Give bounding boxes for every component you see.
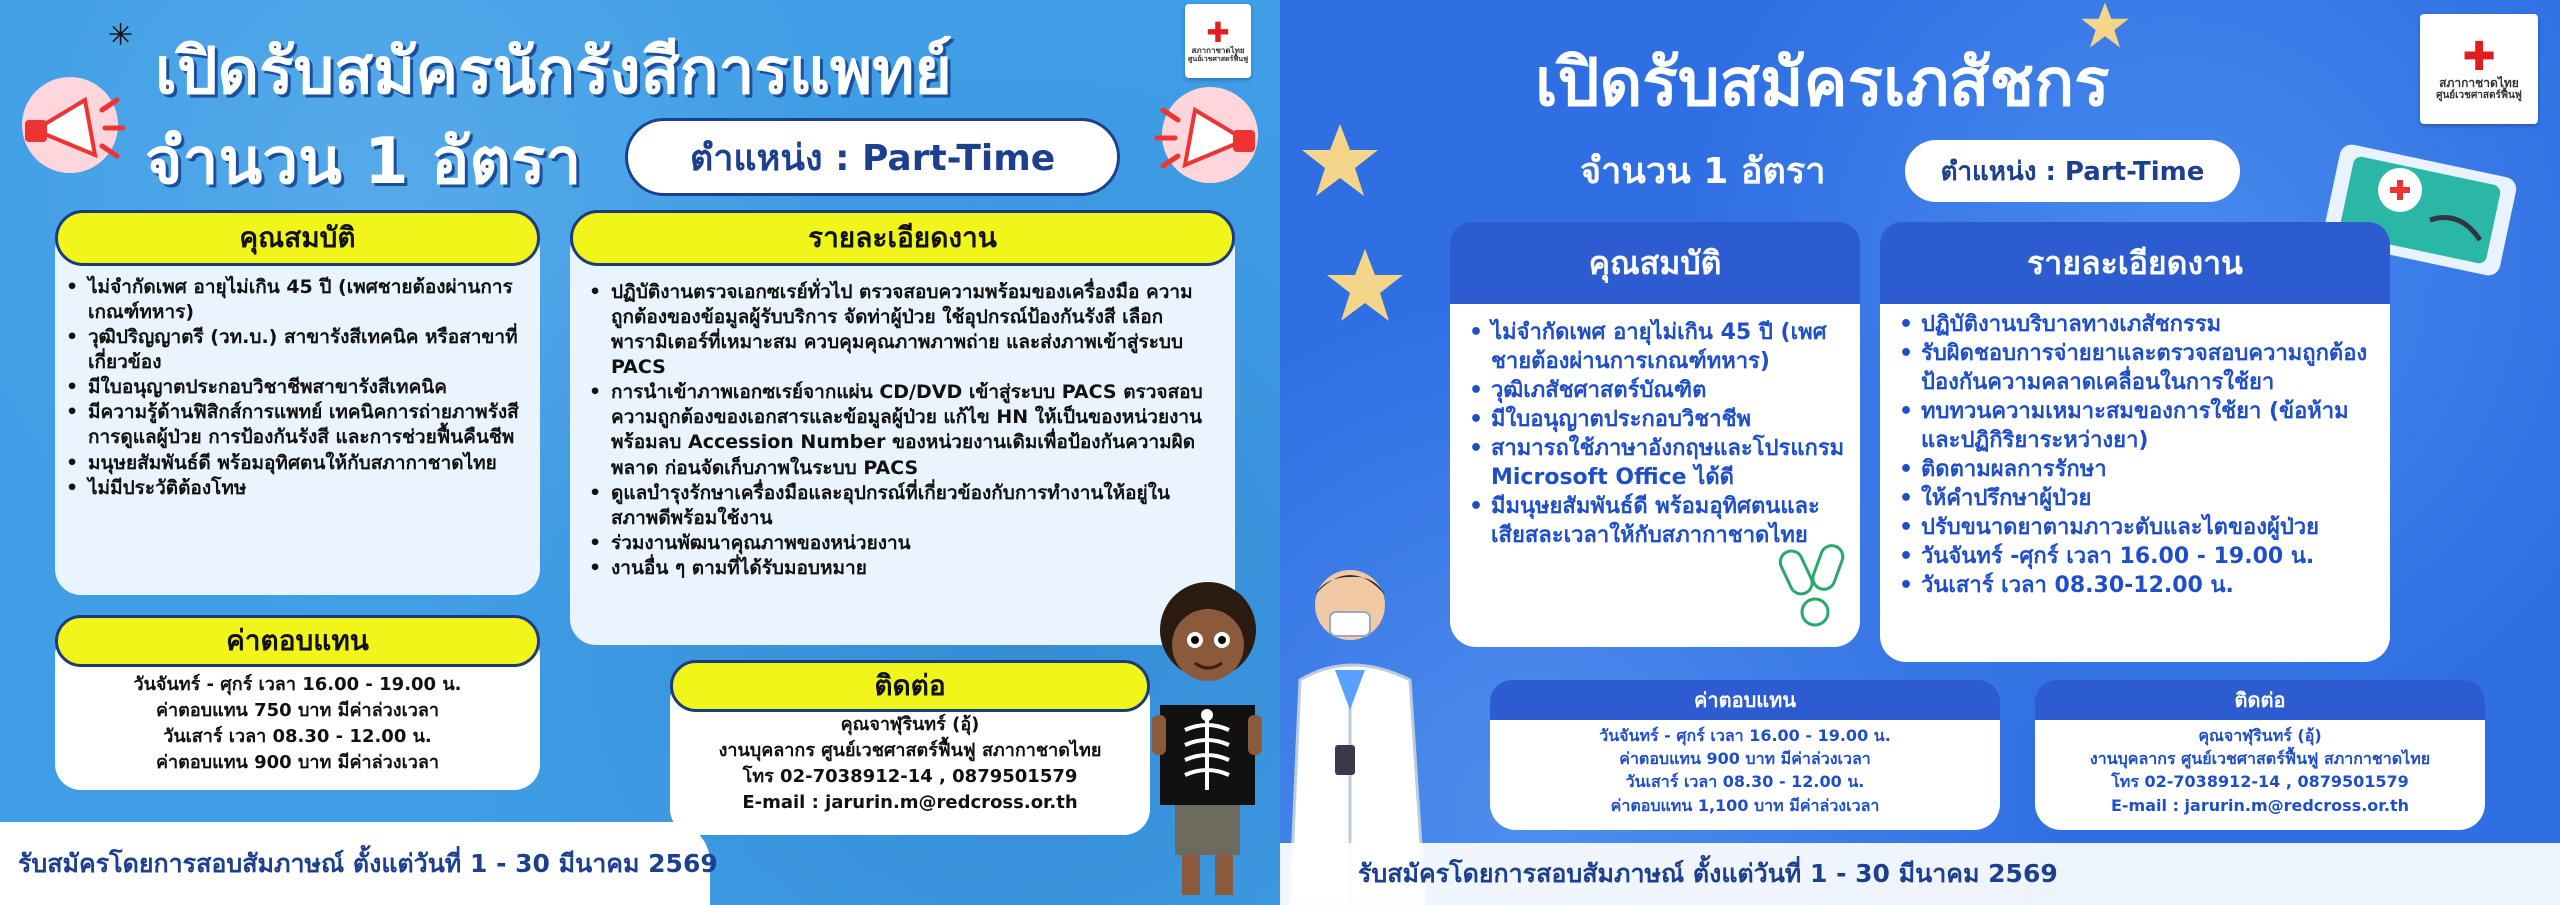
footer-banner: รับสมัครโดยการสอบสัมภาษณ์ ตั้งแต่วันที่ 1 - 30 มีนาคม 2569 (1280, 843, 2560, 905)
contact-heading: ติดต่อ (2035, 680, 2485, 720)
child-xray-illustration (1140, 575, 1275, 905)
compensation-line: ค่าตอบแทน 1,100 บาท มีค่าล่วงเวลา (1610, 795, 1880, 815)
redcross-logo (1185, 4, 1251, 78)
compensation-line: วันจันทร์ - ศุกร์ เวลา 16.00 - 19.00 น. (1599, 726, 1891, 745)
job-detail-item: • งานอื่น ๆ ตามที่ได้รับมอบหมาย (585, 556, 1205, 581)
job-detail-item: • ทบทวนความเหมาะสมของการใช้ยา (ข้อห้ามและปฏิกิริยาระหว่างยา) (1895, 397, 2385, 455)
page-title: เปิดรับสมัครเภสัชกร (1535, 44, 2110, 121)
redcross-cross-icon: ✚ (2462, 33, 2496, 80)
star-icon (1325, 245, 1405, 325)
qualification-item: • วุฒิปริญญาตรี (วท.บ.) สาขารังสีเทคนิค หรือสาขาที่เกี่ยวข้อง (62, 325, 532, 375)
job-detail-item: • รับผิดชอบการจ่ายยาและตรวจสอบความถูกต้องป้องกันความคลาดเคลื่อนในการใช้ยา (1895, 339, 2385, 397)
job-detail-item: • วันจันทร์ -ศุกร์ เวลา 16.00 - 19.00 น. (1895, 542, 2385, 571)
contact-line: คุณจาฬุรินทร์ (อุ้) (840, 714, 980, 735)
star-icon (1300, 120, 1380, 200)
contact-line: งานบุคลากร ศูนย์เวชศาสตร์ฟื้นฟู สภากาชาดไทย (2089, 749, 2431, 769)
qualification-item: • ไม่มีประวัติต้องโทษ (62, 476, 532, 501)
logo-subtext: ศูนย์เวชศาสตร์ฟื้นฟู (2436, 90, 2522, 102)
contact-heading: ติดต่อ (670, 660, 1150, 712)
qualifications-list (62, 275, 532, 501)
job-details-heading: รายละเอียดงาน (570, 210, 1235, 266)
job-detail-item: • วันเสาร์ เวลา 08.30-12.00 น. (1895, 571, 2385, 600)
compensation-line: ค่าตอบแทน 750 บาท มีค่าล่วงเวลา (156, 700, 439, 722)
job-detail-item: • ปรับขนาดยาตามภาวะตับและไตของผู้ป่วย (1895, 513, 2385, 542)
positions-count: จำนวน 1 อัตรา (1580, 151, 1826, 192)
job-details-heading: รายละเอียดงาน (1880, 222, 2390, 304)
megaphone-icon-left (10, 70, 130, 180)
compensation-line: วันจันทร์ - ศุกร์ เวลา 16.00 - 19.00 น. (133, 674, 462, 695)
contact-line: โทร 02-7038912-14 , 0879501579 (742, 766, 1078, 788)
contact-text (675, 712, 1145, 816)
qualification-item: • มีใบอนุญาตประกอบวิชาชีพสาขารังสีเทคนิค (62, 375, 532, 400)
logo-text: สภากาชาดไทย (2439, 75, 2519, 90)
footer-banner: รับสมัครโดยการสอบสัมภาษณ์ ตั้งแต่วันที่ 1 - 30 มีนาคม 2569 (0, 822, 710, 905)
job-detail-item: • ติดตามผลการรักษา (1895, 455, 2385, 484)
logo-text: สภากาชาดไทย (1191, 45, 1245, 55)
contact-line: โทร 02-7038912-14 , 0879501579 (2111, 772, 2409, 792)
job-detail-item: • ปฏิบัติงานบริบาลทางเภสัชกรรม (1895, 310, 2385, 339)
qualification-item: • มีมนุษยสัมพันธ์ดี พร้อมอุทิศตนและเสียสละเวลาให้กับสภากาชาดไทย (1465, 492, 1845, 550)
job-details-list (585, 280, 1205, 581)
compensation-heading: ค่าตอบแทน (55, 615, 540, 667)
pills-icon (1775, 540, 1850, 630)
contact-line: งานบุคลากร ศูนย์เวชศาสตร์ฟื้นฟู สภากาชาดไทย (718, 740, 1102, 762)
contact-line: E-mail : jarurin.m@redcross.or.th (2110, 795, 2410, 815)
compensation-line: ค่าตอบแทน 900 บาท มีค่าล่วงเวลา (156, 752, 439, 774)
qualification-item: • วุฒิเภสัชศาสตร์บัณฑิต (1465, 376, 1845, 405)
compensation-heading: ค่าตอบแทน (1490, 680, 2000, 720)
job-detail-item: • ปฏิบัติงานตรวจเอกซเรย์ทั่วไป ตรวจสอบความพร้อมของเครื่องมือ ความถูกต้องของข้อมูลผู้รับบริการ จัดท่าผู้ป่วย ใช้อุปกรณ์ป้องกันรังสี เลือกพารามิเตอร์ที่เหมาะสม ควบคุมคุณภาพภาพถ่าย และส่งภาพเข้าสู่ระบบ PACS (585, 280, 1205, 380)
page-title: เปิดรับสมัครนักรังสีการแพทย์ (155, 35, 952, 109)
job-detail-item: • ดูแลบำรุงรักษาเครื่องมือและอุปกรณ์ที่เกี่ยวข้องกับการทำงานให้อยู่ในสภาพดีพร้อมใช้งาน (585, 481, 1205, 531)
contact-line: E-mail : jarurin.m@redcross.or.th (742, 792, 1078, 814)
contact-text (2040, 724, 2480, 817)
job-detail-item: • ให้คำปรึกษาผู้ป่วย (1895, 484, 2385, 513)
compensation-line: ค่าตอบแทน 900 บาท มีค่าล่วงเวลา (1619, 749, 1871, 769)
qualification-item: • มีใบอนุญาตประกอบวิชาชีพ (1465, 405, 1845, 434)
job-details-list (1895, 310, 2385, 600)
position-pill: ตำแหน่ง : Part-Time (625, 118, 1120, 196)
megaphone-icon-right (1150, 80, 1270, 190)
qualifications-list (1465, 318, 1845, 550)
qualification-item: • มีความรู้ด้านฟิสิกส์การแพทย์ เทคนิคการถ่ายภาพรังสี การดูแลผู้ป่วย การป้องกันรังสี และการช่วยฟื้นคืนชีพ (62, 400, 532, 450)
qualifications-heading: คุณสมบัติ (55, 210, 540, 266)
compensation-line: วันเสาร์ เวลา 08.30 - 12.00 น. (163, 726, 432, 748)
sparkle-icon: ✳ (108, 18, 134, 53)
qualifications-heading: คุณสมบัติ (1450, 222, 1860, 304)
position-pill: ตำแหน่ง : Part-Time (1905, 140, 2240, 202)
logo-subtext: ศูนย์เวชศาสตร์ฟื้นฟู (1187, 54, 1249, 63)
redcross-logo (2420, 14, 2538, 124)
compensation-line: วันเสาร์ เวลา 08.30 - 12.00 น. (1625, 772, 1865, 792)
positions-count: จำนวน 1 อัตรา (145, 125, 582, 199)
job-detail-item: • การนำเข้าภาพเอกซเรย์จากแผ่น CD/DVD เข้าสู่ระบบ PACS ตรวจสอบความถูกต้องของเอกสารและข้อมูลผู้ป่วย แก้ไข HN ให้เป็นของหน่วยงาน พร้อมลบ Accession Number ของหน่วยงานเดิมเพื่อป้องกันความผิดพลาด ก่อนจัดเก็บภาพในระบบ PACS (585, 380, 1205, 480)
contact-line: คุณจาฬุรินทร์ (อุ้) (2198, 726, 2322, 745)
qualification-item: • ไม่จำกัดเพศ อายุไม่เกิน 45 ปี (เพศชายต้องผ่านการเกณฑ์ทหาร) (62, 275, 532, 325)
qualification-item: • ไม่จำกัดเพศ อายุไม่เกิน 45 ปี (เพศชายต้องผ่านการเกณฑ์ทหาร) (1465, 318, 1845, 376)
compensation-text (1495, 724, 1995, 817)
job-detail-item: • ร่วมงานพัฒนาคุณภาพของหน่วยงาน (585, 531, 1205, 556)
redcross-cross-icon: ✚ (1206, 15, 1230, 49)
compensation-text (60, 672, 535, 776)
qualification-item: • สามารถใช้ภาษาอังกฤษและโปรแกรม Microsoft Office ได้ดี (1465, 434, 1845, 492)
pharmacist-poster (1280, 0, 2560, 905)
qualification-item: • มนุษยสัมพันธ์ดี พร้อมอุทิศตนให้กับสภากาชาดไทย (62, 451, 532, 476)
